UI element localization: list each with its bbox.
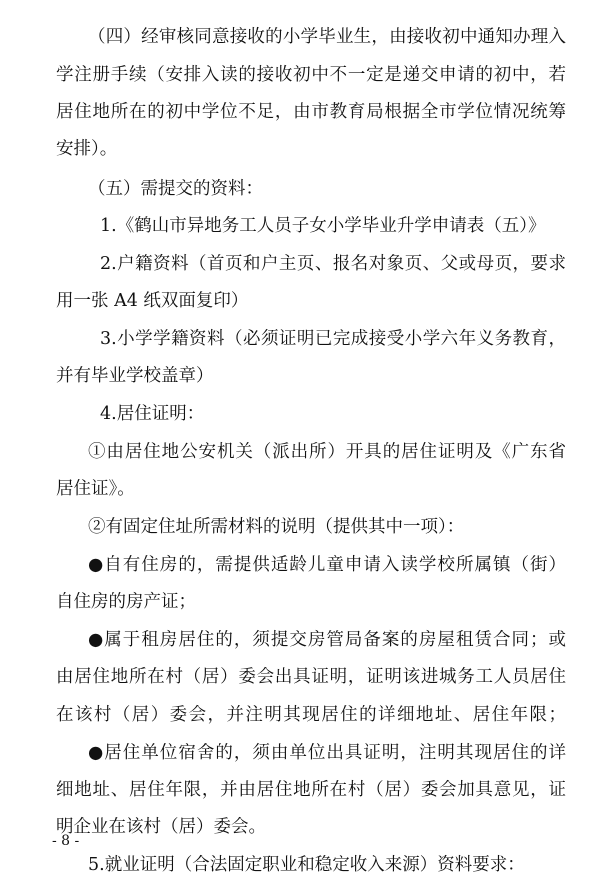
bullet-dormitory-line-3: 明企业在该村（居）委会。 (56, 817, 266, 837)
item-4-residence-heading: 4.居住证明： (100, 404, 205, 424)
paragraph-4-line-1: （四）经审核同意接收的小学毕业生，由接收初中通知办理入 (88, 27, 566, 47)
item-3-school-record-line-2: 并有毕业学校盖章） (56, 366, 214, 386)
item-2-household-line-1: 2.户籍资料（首页和户主页、报名对象页、父或母页，要求 (100, 254, 566, 274)
bullet-rental-line-3: 在该村（居）委会，并注明其现居住的详细地址、居住年限； (56, 705, 566, 725)
bullet-own-house-line-2: 自住房的房产证； (56, 592, 196, 612)
page-number: - 8 - (52, 833, 80, 849)
item-3-school-record-line-1: 3.小学学籍资料（必须证明已完成接受小学六年义务教育， (100, 329, 566, 349)
bullet-own-house-line-1: ●自有住房的，需提供适龄儿童申请入读学校所属镇（街） (88, 555, 566, 575)
bullet-dormitory-line-2: 细地址、居住年限，并由居住地所在村（居）委会加具意见，证 (56, 780, 566, 800)
paragraph-4-line-3: 居住地所在的初中学位不足，由市教育局根据全市学位情况统筹 (56, 102, 566, 122)
item-2-household-line-2: 用一张 A4 纸双面复印） (56, 291, 249, 311)
bullet-dormitory-line-1: ●居住单位宿舍的，须由单位出具证明，注明其现居住的详 (88, 743, 566, 763)
bullet-rental-line-2: 由居住地所在村（居）委会出具证明，证明该进城务工人员居住 (56, 667, 566, 687)
section-5-heading: （五）需提交的资料： (88, 179, 263, 199)
residence-proof-1-line-1: ①由居住地公安机关（派出所）开具的居住证明及《广东省 (88, 442, 566, 462)
item-1-application-form: 1.《鹤山市异地务工人员子女小学毕业升学申请表（五）》 (100, 216, 546, 236)
paragraph-4-line-4: 安排）。 (56, 139, 118, 159)
item-5-employment-heading: 5.就业证明（合法固定职业和稳定收入来源）资料要求： (88, 855, 525, 875)
bullet-rental-line-1: ●属于租房居住的，须提交房管局备案的房屋租赁合同；或 (88, 630, 566, 650)
paragraph-4-line-2: 学注册手续（安排入读的接收初中不一定是递交申请的初中，若 (56, 65, 566, 85)
residence-proof-1-line-2: 居住证》。 (56, 479, 135, 499)
residence-proof-2-heading: ②有固定住址所需材料的说明（提供其中一项）： (88, 517, 465, 537)
